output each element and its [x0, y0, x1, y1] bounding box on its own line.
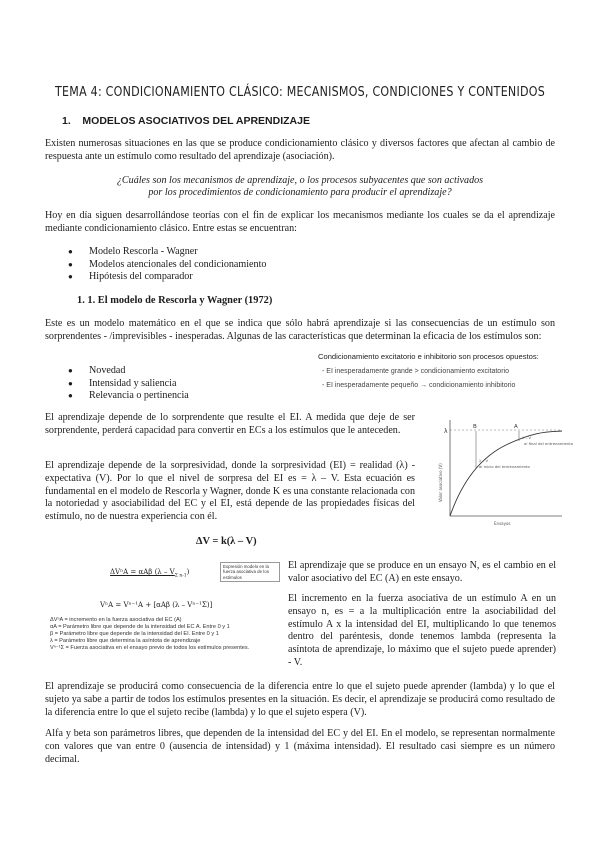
y-axis-label: Valor asociativo (V)	[438, 463, 443, 502]
equations-figure	[50, 556, 282, 676]
equation-legend	[50, 617, 282, 652]
model-paragraph: Este es un modelo matemático en el que se indica que sólo habrá aprendizaje si las consecuencias de un estímulo son sorprendentes - /imprevisibles - inesperadas. Algunas de las características que determinan la eficacia de los estímulos son:	[45, 318, 555, 342]
section-heading-1: 1. MODELOS ASOCIATIVOS DEL APRENDIZAJE	[62, 115, 310, 127]
legend-line: β = Parámetro libre que depende de la intensidad del EI. Entre 0 y 1	[50, 631, 219, 637]
lambda-label: λ	[444, 428, 448, 435]
list-item: ● Novedad	[68, 365, 288, 378]
list-item: ● Hipótesis del comparador	[68, 271, 368, 284]
conditioning-inset	[318, 352, 568, 389]
point-a-label: A	[514, 424, 518, 430]
legend-line: ΔVⁿA = incremento en la fuerza asociativa del EC (A)	[50, 617, 182, 623]
list-item: ● Modelo Rescorla - Wagner	[68, 246, 368, 259]
inset-line-excitatory: - EI inesperadamente grande > condicionamiento excitatorio	[322, 368, 509, 375]
side-paragraph-2: El incremento en la fuerza asociativa de un estímulo A en un ensayo n, es = a la multiplicación entre la asociabilidad del estímulo A x la intensidad del EI, multiplicando lo que tenemos dentro del paréntesis, donde tenemos lambda (representa la asíntota de aprendizaje, lo máximo que el sujeto puede aprender) - V.	[288, 593, 556, 668]
inset-title: Condicionamiento excitatorio e inhibitorio son procesos opuestos:	[318, 352, 539, 361]
list-item: ● Intensidad y saliencia	[68, 378, 288, 391]
legend-line: Vⁿ⁻¹Σ = Fuerza asociativa en el ensayo previo de todos los estímulos presentes.	[50, 645, 250, 651]
learning-curve-graph	[428, 412, 574, 530]
legend-line: λ = Parámetro libre que determina la asíntota de aprendizaje	[50, 638, 201, 644]
surprisiveness-paragraph: El aprendizaje depende de la sorpresividad, donde la sorpresividad (EI) = realidad (λ) - expectativa (V). Por lo que el nivel de sorpresa del EI es = λ – V. Esta ecuación es fundamental en el modelo de Rescorla y Wagner, donde K es una constante relacionada con la notoriedad y asociabilidad del EC y el EI, está depende de las propiedades físicas del estímulo, no de nuestra experiencia con él.	[45, 460, 415, 523]
main-formula: ΔV = k(λ – V)	[196, 536, 257, 547]
list-item: ● Relevancia o pertinencia	[68, 390, 288, 403]
theories-list	[68, 246, 368, 284]
equation-2: VⁿA = Vⁿ⁻¹A + [αAβ (λ – Vⁿ⁻¹Σ)]	[100, 601, 213, 609]
list-item: ● Modelos atencionales del condicionamiento	[68, 259, 368, 272]
annotation-small-a: λ – V	[522, 435, 532, 440]
inset-line-inhibitory: - EI inesperadamente pequeño → condicionamiento inhibitorio	[322, 382, 516, 389]
section-heading-1-1: 1. 1. El modelo de Rescorla y Wagner (1972)	[77, 295, 273, 306]
equation-1-left: ΔVⁿA = αAβ (λ – V	[110, 568, 175, 576]
surprise-paragraph: El aprendizaje depende de lo sorprendente que resulte el EI. A medida que deje de ser sorprendente, perderá capacidad para convertir en ECs a los estímulos que le anteceden.	[45, 412, 415, 436]
side-paragraph-1: El aprendizaje que se produce en un ensayo N, es el cambio en el valor asociativo del EC (A) en este ensayo.	[288, 560, 556, 584]
annotation-small-b: λ – V	[479, 458, 489, 463]
intro-paragraph: Existen numerosas situaciones en las que se produce condicionamiento clásico y diversos factores que afectan al cambio de respuesta ante un estímulo como resultado del aprendizaje (asociación).	[45, 138, 555, 162]
annotation-start: al inicio del entrenamiento	[479, 464, 530, 469]
lambda-paragraph: El aprendizaje se producirá como consecuencia de la diferencia entre lo que el sujeto puede aprender (lambda) y lo que el sujeto ya sabe a partir de todos los estímulos presentes en la situación. Es decir, el aprendizaje se producirá como resultado de la diferencia entre lo que el sujeto recibe (lambda) y lo que el sujeto espera (V).	[45, 681, 555, 718]
stimulus-characteristics-list	[68, 365, 288, 403]
page-title: TEMA 4: CONDICIONAMIENTO CLÁSICO: MECANISMOS, CONDICIONES Y CONTENIDOS	[55, 84, 545, 100]
equation-1-sub: Σ n-1	[174, 573, 187, 579]
equation-1-note: Expresión modelo en la fuerza asociativa de los estímulos	[220, 562, 280, 582]
theories-paragraph: Hoy en día siguen desarrollándose teorías con el fin de explicar los mecanismos mediante los cuales se da el aprendizaje mediante condicionamiento clásico. Entre estas se encuentran:	[45, 210, 555, 234]
equation-1: ΔVⁿA = αAβ $(\lambda - V_{\Sigma n-1})$	[110, 568, 190, 579]
guiding-question: ¿Cuáles son los mecanismos de aprendizaje, o los procesos subyacentes que son activados por los procedimientos de condicionamiento para producir el aprendizaje?	[116, 175, 484, 199]
alpha-beta-paragraph: Alfa y beta son parámetros libres, que dependen de la intensidad del EC y del EI. En el modelo, se representan normalmente con valores que van entre 0 (ausencia de intensidad) y 1 (máxima intensidad). El resultado casi siempre es un número decimal.	[45, 728, 555, 765]
legend-line: αA = Parámetro libre que depende de la intensidad del EC A. Entre 0 y 1	[50, 624, 230, 630]
annotation-end: al final del entrenamiento	[524, 441, 574, 446]
point-b-label: B	[473, 424, 477, 430]
x-axis-label: Ensayos	[494, 521, 511, 526]
